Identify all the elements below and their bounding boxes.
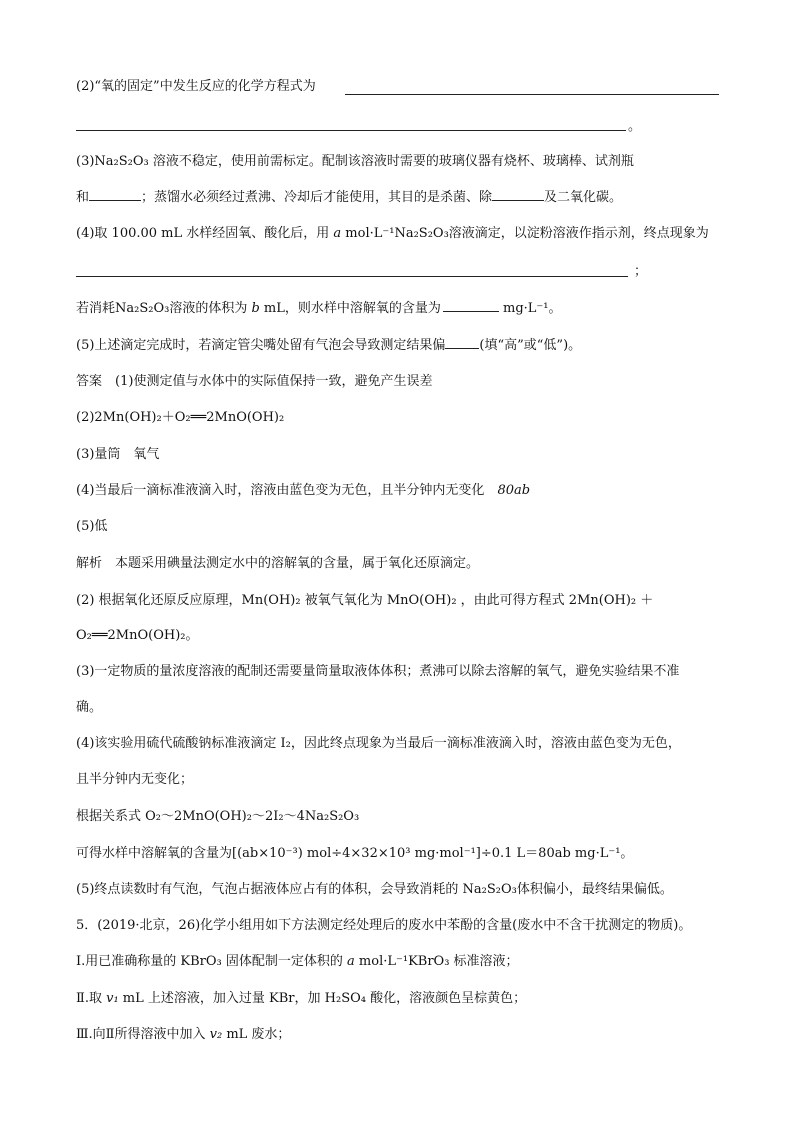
answer-3: (3)量筒 氧气 [76,447,160,462]
q4-blank-content [443,299,499,312]
q5-blank [445,336,479,349]
analysis-4-line-2: 且半分钟内无变化； [76,772,194,787]
answer-label: 答案 [76,374,103,389]
q3-text-c: 及二氧化碳。 [544,190,623,205]
question-5-title: 5．(2019·北京，26)化学小组用如下方法测定经处理后的废水中苯酚的含量(废水中不含干扰测定的物质)。 [76,918,692,933]
step-3-text-b: mL 废水； [222,1027,291,1042]
q3-text-a: 和 [76,190,90,205]
analysis-3-line-2: 确。 [76,700,103,715]
q4-answer-blank [76,276,628,277]
q4-text-e: mg·L⁻¹。 [498,301,562,316]
q2-answer-blank-2 [76,130,626,131]
analysis-intro: 本题采用碘量法测定水中的溶解氧的含量，属于氧化还原滴定。 [115,556,480,571]
analysis-4-line-4: 可得水样中溶解氧的含量为[(ab×10⁻³) mol÷4×32×10³ mg·mol⁻¹]÷0.1 L＝80ab mg·L⁻¹。 [76,846,634,861]
q4-line-2-end: ； [634,264,648,279]
answer-line-4 [76,482,530,500]
answer-1: (1)使测定值与水体中的实际值保持一致，避免产生误差 [115,374,433,389]
question-5-step-3 [76,1026,290,1044]
q3-text-b: ；蒸馏水必须经过煮沸、冷却后才能使用，其目的是杀菌、除 [141,190,493,205]
q4-var-b: b [251,301,260,316]
analysis-2-line-1: (2) 根据氧化还原反应原理，Mn(OH)₂ 被氧气氧化为 MnO(OH)₂ ，由此可得方程式 2Mn(OH)₂ ＋ [76,593,654,608]
q4-text-d: mL，则水样中溶解氧的含量为 [259,301,441,316]
q4-text-b: mol·L⁻¹Na₂S₂O₃溶液滴定，以淀粉溶液作指示剂，终点现象为 [341,226,709,241]
step-1-text-a: Ⅰ.用已准确称量的 KBrO₃ 固体配制一定体积的 [76,954,348,969]
q2-answer-blank-1 [345,94,719,95]
step-3-text-a: Ⅲ.向Ⅱ所得溶液中加入 [76,1027,210,1042]
question-5-step-1 [76,953,519,971]
step-2-text-a: Ⅱ.取 [76,991,107,1006]
step-3-var: v₂ [209,1027,223,1042]
answer-line-1 [76,373,432,391]
q4-line-1 [76,225,709,243]
q3-blank-1 [89,188,141,201]
q4-line-3 [76,299,562,318]
q2-prefix: (2)“氧的固定”中发生反应的化学方程式为 [76,79,316,94]
q4-var-a: a [333,226,342,241]
q5-text-b: (填“高”或“低”)。 [479,338,582,353]
answer-2: (2)2Mn(OH)₂＋O₂══2MnO(OH)₂ [76,410,285,425]
answer-4: (4)当最后一滴标准液滴入时，溶液由蓝色变为无色，且半分钟内无变化 [76,483,485,498]
q4-text-c: 若消耗Na₂S₂O₃溶液的体积为 [76,301,252,316]
q5-text-a: (5)上述滴定完成时，若滴定管尖嘴处留有气泡会导致测定结果偏 [76,338,446,353]
q2-line [76,78,316,96]
q4-text-a: (4)取 100.00 mL 水样经固氧、酸化后，用 [76,226,334,241]
q5-line [76,336,581,355]
step-2-text-b: mL 上述溶液，加入过量 KBr，加 H₂SO₄ 酸化，溶液颜色呈棕黄色； [118,991,527,1006]
analysis-2-line-2: O₂══2MnO(OH)₂。 [76,628,199,643]
q3-blank-2 [492,188,544,201]
step-2-var: v₁ [106,991,119,1006]
analysis-3-line-1: (3)一定物质的量浓度溶液的配制还需要量筒量取液体体积；煮沸可以除去溶解的氧气，避免实验结果不准 [76,664,680,679]
q3-line-1: (3)Na₂S₂O₃ 溶液不稳定，使用前需标定。配制该溶液时需要的玻璃仪器有烧杯、玻璃棒、试剂瓶 [76,154,634,169]
analysis-5: (5)终点读数时有气泡，气泡占据液体应占有的体积，会导致消耗的 Na₂S₂O₃体积偏小，最终结果偏低。 [76,882,673,897]
analysis-4-line-1: (4)该实验用硫代硫酸钠标准液滴定 I₂，因此终点现象为当最后一滴标准液滴入时，溶液由蓝色变为无色， [76,736,681,751]
answer-4-value: 80ab [497,483,531,498]
step-1-text-b: mol·L⁻¹KBrO₃ 标准溶液； [354,954,519,969]
step-1-var: a [347,954,355,969]
answer-5: (5)低 [76,519,108,534]
q3-line-2 [76,188,622,207]
analysis-4-line-3: 根据关系式 O₂～2MnO(OH)₂～2I₂～4Na₂S₂O₃ [76,809,360,824]
analysis-line-1 [76,555,479,573]
analysis-label: 解析 [76,556,103,571]
q2-end: 。 [628,119,642,134]
question-5-step-2 [76,990,526,1008]
